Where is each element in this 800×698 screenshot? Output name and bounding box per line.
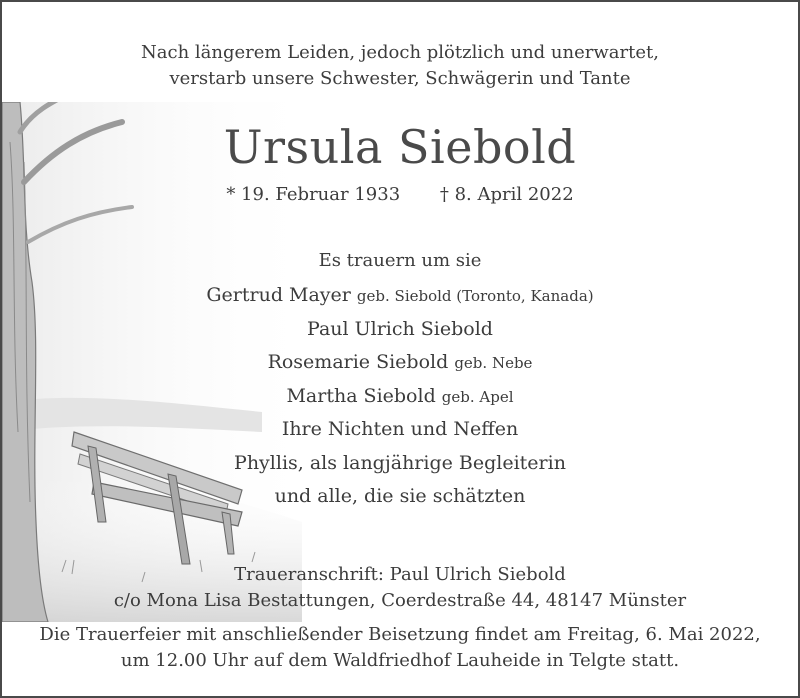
- mourner-suffix: geb. Nebe: [454, 354, 533, 372]
- mourner-suffix: geb. Apel: [441, 387, 514, 406]
- mourner-name: und alle, die sie schätzten: [274, 485, 526, 507]
- mourner-name: Paul Ulrich Siebold: [307, 317, 493, 340]
- service-line: Die Trauerfeier mit anschließender Beisetzung findet am Freitag, 6. Mai 2022,: [39, 624, 761, 645]
- intro-line: Nach längerem Leiden, jedoch plötzlich und unerwartet,: [141, 42, 659, 63]
- mourner-entry: [2, 380, 798, 414]
- mourner-entry: [2, 346, 798, 380]
- intro-line: verstarb unsere Schwester, Schwägerin und Tante: [169, 68, 631, 89]
- address-line: c/o Mona Lisa Bestattungen, Coerdestraße 44, 48147 Münster: [113, 590, 687, 611]
- funeral-service-info: [2, 622, 798, 674]
- mourner-name: Rosemarie Siebold: [267, 351, 449, 373]
- mourner-entry: [2, 480, 798, 514]
- birth-date: * 19. Februar 1933: [226, 184, 401, 205]
- mourner-entry: [2, 447, 798, 481]
- mourner-entry: [2, 279, 798, 313]
- mourner-suffix: geb. Siebold (Toronto, Kanada): [356, 287, 594, 305]
- mourner-name: Ihre Nichten und Neffen: [281, 418, 519, 440]
- mourners-heading: Es trauern um sie: [318, 250, 482, 271]
- mourner-entry: [2, 413, 798, 447]
- service-line: um 12.00 Uhr auf dem Waldfriedhof Lauheide in Telgte statt.: [120, 650, 680, 671]
- mourner-name: Gertrud Mayer: [206, 284, 351, 306]
- address-line: Traueranschrift: Paul Ulrich Siebold: [234, 564, 566, 585]
- mourning-address: [2, 562, 798, 614]
- life-dates: [2, 182, 798, 208]
- death-date: † 8. April 2022: [439, 184, 574, 205]
- intro-text: [2, 40, 798, 92]
- mourners-list: [2, 279, 798, 514]
- mourner-name: Martha Siebold: [286, 384, 436, 407]
- mourner-name: Phyllis, als langjährige Begleiterin: [234, 451, 566, 474]
- deceased-name: Ursula Siebold: [223, 120, 577, 174]
- mourner-entry: [2, 313, 798, 347]
